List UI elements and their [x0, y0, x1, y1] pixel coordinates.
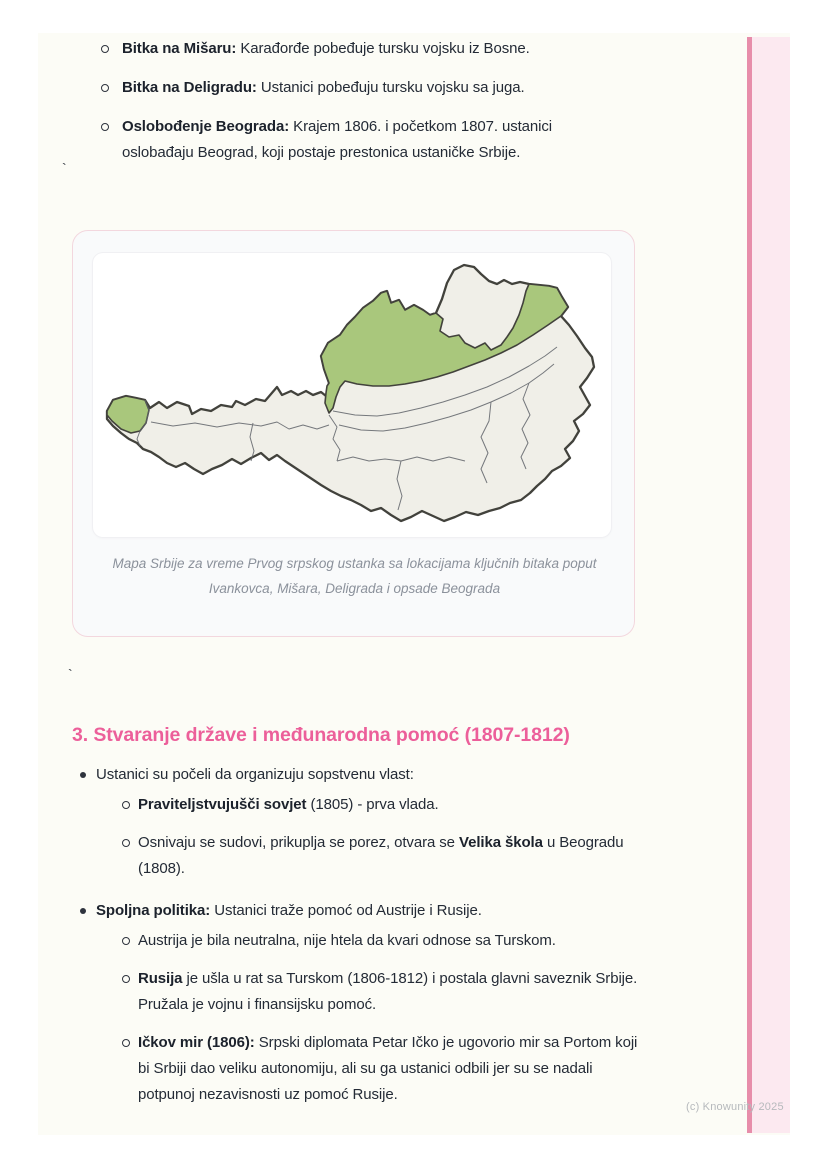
list-item-text: Karađorđe pobeđuje tursku vojsku iz Bosne.: [236, 40, 530, 57]
stray-backtick-mark: `: [68, 666, 73, 682]
list-item-pre: Ustanici su počeli da organizuju sopstvenu vlast:: [96, 766, 414, 783]
list-item-text: Ustanici traže pomoć od Austrije i Rusije.: [210, 902, 482, 919]
list-item-pre: Austrija je bila neutralna, nije htela da kvari odnose sa Turskom.: [138, 932, 556, 949]
list-item-bold: Rusija: [138, 970, 183, 987]
list-item-text: u Beogradu (1808).: [138, 834, 624, 877]
list-item: [96, 1030, 640, 1108]
list-item-bold: Velika škola: [459, 834, 543, 851]
list-item: [98, 114, 618, 166]
disc-bullet-icon: [80, 908, 86, 914]
list-item-bold: Praviteljstvujušči sovjet: [138, 796, 307, 813]
list-item-text: Srpski diplomata Petar Ičko je ugovorio mir sa Portom koji bi Srbiji dao veliku autonomiju, ali su ga ustanici odbili jer su se nadali potpunoj nezavisnosti uz pomoć Rusije.: [138, 1034, 638, 1103]
list-item-bold: Bitka na Deligradu:: [122, 79, 257, 96]
circle-bullet-icon: [101, 123, 109, 131]
list-item: [80, 762, 640, 882]
circle-bullet-icon: [122, 839, 130, 847]
list-item-text: je ušla u rat sa Turskom (1806-1812) i postala glavni saveznik Srbije. Pružala je vojnu i finansijsku pomoć.: [138, 970, 638, 1013]
circle-bullet-icon: [101, 84, 109, 92]
list-item-pre: Osnivaju se sudovi, prikuplja se porez, otvara se: [138, 834, 459, 851]
disc-bullet-icon: [80, 772, 86, 778]
circle-bullet-icon: [122, 801, 130, 809]
page-side-accent-bar: [747, 37, 790, 1133]
map-card: [72, 230, 635, 637]
circle-bullet-icon: [122, 1039, 130, 1047]
circle-bullet-icon: [122, 937, 130, 945]
list-item-bold: Oslobođenje Beograda:: [122, 118, 290, 135]
map-caption: Mapa Srbije za vreme Prvog srpskog ustanka sa lokacijama ključnih bitaka poput Ivankovca, Mišara, Deligrada i opsade Beograda: [112, 556, 597, 596]
map-image: [93, 253, 611, 537]
list-item-bold: Bitka na Mišaru:: [122, 40, 237, 57]
list-item-text: (1805) - prva vlada.: [306, 796, 439, 813]
list-item-text: Ustanici pobeđuju tursku vojsku sa juga.: [256, 79, 525, 96]
list-item: [98, 36, 618, 62]
section-list: [80, 762, 640, 1124]
sublist: [96, 792, 640, 882]
section-heading: 3. Stvaranje države i međunarodna pomoć (1807-1812): [72, 724, 570, 746]
circle-bullet-icon: [122, 975, 130, 983]
stray-backtick-mark: `: [62, 160, 67, 176]
map-country-outline: [107, 265, 594, 521]
battles-list: [98, 36, 618, 179]
list-item-bold: Spoljna politika:: [96, 902, 211, 919]
list-item: [96, 966, 640, 1018]
map-image-frame: [93, 253, 611, 537]
copyright-watermark: (c) Knowunity 2025: [686, 1101, 784, 1113]
list-item: [96, 928, 640, 954]
circle-bullet-icon: [101, 45, 109, 53]
sublist: [96, 928, 640, 1108]
list-item: [98, 75, 618, 101]
list-item: [80, 898, 640, 1108]
list-item: [96, 792, 640, 818]
list-item-bold: Ičkov mir (1806):: [138, 1034, 255, 1051]
list-item: [96, 830, 640, 882]
list-item-text: Krajem 1806. i početkom 1807. ustanici oslobađaju Beograd, koji postaje prestonica ustaničke Srbije.: [122, 118, 553, 161]
